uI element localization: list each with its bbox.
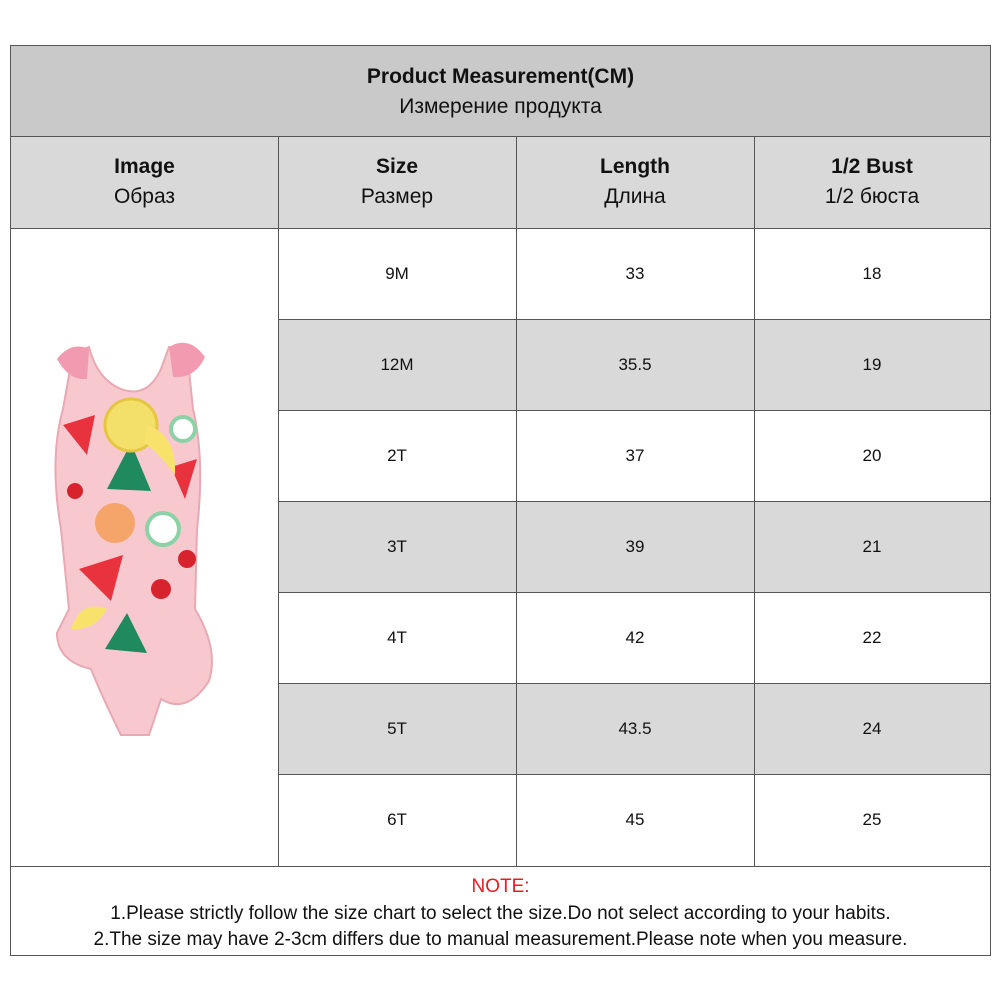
cell-length-value: 39 bbox=[625, 537, 645, 556]
cell-bust bbox=[754, 229, 990, 320]
cell-length-value: 33 bbox=[625, 264, 645, 283]
cell-size-value: 12M bbox=[380, 355, 414, 374]
cell-bust bbox=[754, 502, 990, 593]
cell-size-value: 4T bbox=[387, 628, 407, 647]
header-image bbox=[11, 137, 278, 229]
cell-length bbox=[516, 411, 754, 502]
cell-bust-value: 19 bbox=[862, 355, 882, 374]
cell-length bbox=[516, 775, 754, 866]
cell-size bbox=[278, 775, 516, 866]
cell-length-value: 37 bbox=[625, 446, 645, 465]
notes-section bbox=[11, 866, 990, 956]
cell-bust-value: 20 bbox=[862, 446, 882, 465]
cell-size-value: 9M bbox=[385, 264, 409, 283]
cell-size bbox=[278, 593, 516, 684]
header-size bbox=[278, 137, 516, 229]
header-bust-en: 1/2 Bust bbox=[831, 155, 913, 178]
note-line-2: 2.The size may have 2-3cm differs due to manual measurement.Please note when you measure. bbox=[93, 929, 908, 950]
header-length-ru: Длина bbox=[604, 185, 666, 208]
chart-title bbox=[11, 46, 990, 137]
header-image-ru: Образ bbox=[113, 185, 176, 208]
cell-size bbox=[278, 229, 516, 320]
cell-bust bbox=[754, 411, 990, 502]
cell-length-value: 43.5 bbox=[618, 719, 652, 738]
header-bust-ru: 1/2 бюста bbox=[824, 185, 920, 208]
cell-size-value: 6T bbox=[387, 810, 407, 829]
divider-2 bbox=[516, 137, 517, 866]
divider-1 bbox=[278, 137, 279, 866]
size-chart bbox=[10, 45, 991, 956]
cell-bust bbox=[754, 684, 990, 775]
cell-size-value: 3T bbox=[387, 537, 407, 556]
cell-size bbox=[278, 502, 516, 593]
cell-size bbox=[278, 411, 516, 502]
title-russian: Измерение продукта bbox=[399, 95, 602, 118]
cell-bust-value: 18 bbox=[862, 264, 882, 283]
note-line-1: 1.Please strictly follow the size chart to select the size.Do not select according to your habits. bbox=[110, 903, 891, 924]
cell-length bbox=[516, 320, 754, 411]
cell-size-value: 2T bbox=[387, 446, 407, 465]
title-english: Product Measurement(CM) bbox=[366, 65, 635, 88]
cell-length bbox=[516, 229, 754, 320]
product-image-cell bbox=[11, 229, 278, 866]
header-image-en: Image bbox=[114, 155, 175, 178]
cell-bust-value: 24 bbox=[862, 719, 882, 738]
header-length-en: Length bbox=[600, 155, 670, 178]
cell-size bbox=[278, 320, 516, 411]
cell-bust-value: 25 bbox=[862, 810, 882, 829]
header-bust bbox=[754, 137, 990, 229]
cell-bust-value: 22 bbox=[862, 628, 882, 647]
cell-length bbox=[516, 502, 754, 593]
cell-bust bbox=[754, 320, 990, 411]
swimsuit-image bbox=[11, 229, 278, 866]
cell-bust bbox=[754, 593, 990, 684]
cell-length-value: 42 bbox=[625, 628, 645, 647]
cell-length-value: 35.5 bbox=[618, 355, 652, 374]
cell-bust-value: 21 bbox=[862, 537, 882, 556]
header-size-ru: Размер bbox=[360, 185, 434, 208]
note-label: NOTE: bbox=[471, 876, 530, 897]
cell-length-value: 45 bbox=[625, 810, 645, 829]
header-length bbox=[516, 137, 754, 229]
cell-size bbox=[278, 684, 516, 775]
cell-size-value: 5T bbox=[387, 719, 407, 738]
cell-bust bbox=[754, 775, 990, 866]
cell-length bbox=[516, 684, 754, 775]
divider-3 bbox=[754, 137, 755, 866]
cell-length bbox=[516, 593, 754, 684]
header-size-en: Size bbox=[375, 155, 419, 178]
